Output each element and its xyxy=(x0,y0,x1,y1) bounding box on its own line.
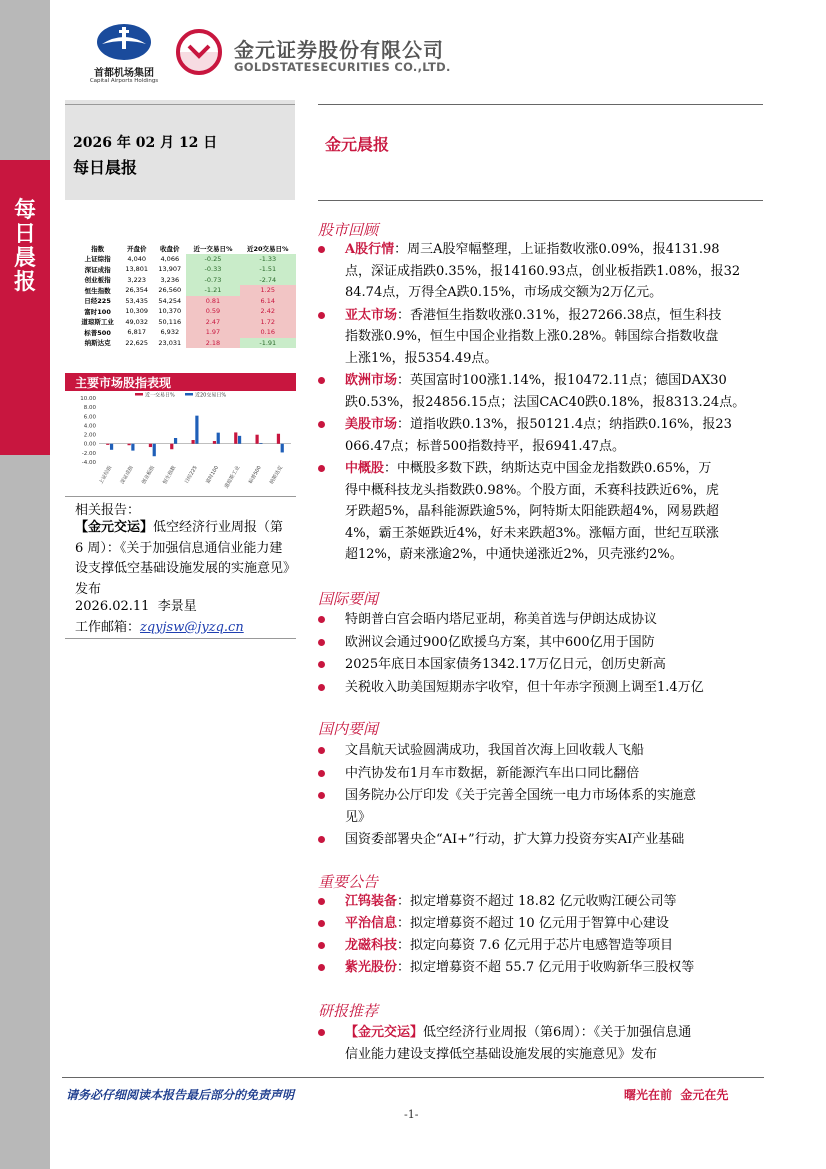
bar-1d xyxy=(128,444,131,446)
notice-company: 紫光股份 xyxy=(345,960,398,975)
main-heading-divider xyxy=(318,200,763,201)
list-item xyxy=(318,677,768,699)
bar-20d xyxy=(195,416,198,444)
table-header-cell: 收盘价 xyxy=(160,244,180,253)
notice-company: 龙磁科技 xyxy=(345,938,398,953)
bar-20d xyxy=(174,438,177,444)
open-cell: 4,040 xyxy=(127,254,146,263)
bullet-icon xyxy=(318,964,325,971)
close-cell: 13,907 xyxy=(158,265,182,274)
company-name-en: GOLDSTATESECURITIES CO.,LTD. xyxy=(234,60,451,74)
bar-20d xyxy=(110,444,113,450)
bullet-icon xyxy=(318,246,325,253)
header-divider-left xyxy=(65,104,295,105)
legend-label: 近20交易日% xyxy=(195,392,227,399)
email-label: 工作邮箱： xyxy=(75,620,141,635)
close-cell: 6,932 xyxy=(160,328,180,337)
change-1d-cell: 1.97 xyxy=(186,327,239,338)
change-20d-cell: -1.51 xyxy=(240,264,296,275)
market-review-list xyxy=(318,239,768,567)
index-name-cell: 上证综指 xyxy=(84,255,111,264)
change-1d-cell: -0.33 xyxy=(186,264,239,275)
list-item xyxy=(318,785,768,828)
bar-20d xyxy=(153,444,156,457)
change-1d-cell: 0.81 xyxy=(186,296,239,307)
notice-text: 拟定增募资不超过 18.82 亿元收购江硬公司等 xyxy=(410,894,677,909)
item-line: 周三A股窄幅整理，上证指数收涨0.09%，报4131.98 xyxy=(407,242,720,257)
item-label: 中概股 xyxy=(345,461,385,476)
table-row xyxy=(75,254,296,265)
change-20d-cell: -1.33 xyxy=(240,254,296,265)
related-report-tag: 【金元交运】 xyxy=(75,520,154,535)
item-sep: ： xyxy=(397,417,411,432)
index-name-cell: 标普500 xyxy=(84,328,111,337)
index-name-cell: 道琼斯工业 xyxy=(81,318,114,327)
change-1d-cell: -0.73 xyxy=(186,275,239,286)
list-item xyxy=(318,829,768,851)
open-cell: 26,354 xyxy=(125,286,149,295)
airport-logo-cn: 首都机场集团 xyxy=(94,68,154,79)
bullet-icon xyxy=(318,465,325,472)
item-sep: ： xyxy=(384,461,398,476)
item-line: 点，深证成指跌0.35%，报14160.93点，创业板指跌1.08%，报32 xyxy=(345,263,741,279)
email-link[interactable]: zqyjsw@jyzq.cn xyxy=(140,620,244,635)
bullet-icon xyxy=(318,836,325,843)
item-sep: ： xyxy=(397,916,411,931)
table-row xyxy=(75,275,296,286)
index-name-cell: 恒生指数 xyxy=(84,286,111,295)
bullet-icon xyxy=(318,898,325,905)
item-line: 上涨1%，报5354.49点。 xyxy=(345,350,498,366)
company-name-cn: 金元证券股份有限公司 xyxy=(234,38,444,62)
item-label: 亚太市场 xyxy=(345,307,398,323)
list-item xyxy=(318,370,768,413)
bar-20d xyxy=(281,444,284,453)
airport-logo-en: Capital Airports Holdings xyxy=(89,78,159,84)
list-item xyxy=(318,891,768,913)
bar-1d xyxy=(234,432,237,443)
bar-1d xyxy=(170,444,173,450)
x-category-label: 深证成指 xyxy=(119,465,135,486)
table-header-cell: 近20交易日% xyxy=(247,244,289,253)
item-sep: ： xyxy=(397,894,411,909)
item-line: 国资委部署央企“AI+”行动，扩大算力投资夯实AI产业基础 xyxy=(345,832,685,847)
table-header-cell: 近一交易日% xyxy=(193,244,233,253)
list-item xyxy=(318,654,768,676)
change-1d-cell: -1.21 xyxy=(186,285,239,296)
bullet-icon xyxy=(318,661,325,668)
item-sep: ： xyxy=(397,960,411,975)
item-line: 得中概科技龙头指数跌0.98%。个股方面，禾赛科技跌近6%，虎 xyxy=(345,482,719,498)
list-item xyxy=(318,239,768,304)
sidebar-vertical-label: 每日晨报 xyxy=(13,197,36,295)
research-line: 低空经济行业周报（第6周）：《关于加强信息通 xyxy=(423,1025,692,1040)
change-20d-cell: 1.72 xyxy=(240,317,296,328)
related-report xyxy=(75,518,293,600)
item-line: 见》 xyxy=(345,809,372,825)
item-line: 香港恒生指数收涨0.31%，报27266.38点，恒生科技 xyxy=(410,307,722,323)
table-row xyxy=(75,327,296,338)
list-item xyxy=(318,609,768,631)
x-category-label: 上证综指 xyxy=(98,465,114,486)
item-line: 特朗普白宫会晤内塔尼亚胡，称美首选与伊朗达成协议 xyxy=(345,612,658,627)
list-item xyxy=(318,1022,768,1065)
report-date: 2026 年 02 月 12 日 xyxy=(73,135,218,151)
item-line: 066.47点；标普500指数持平，报6941.47点。 xyxy=(345,438,626,454)
list-item xyxy=(318,763,768,785)
change-1d-cell: 0.59 xyxy=(186,306,239,317)
open-cell: 10,309 xyxy=(125,307,149,316)
bar-20d xyxy=(238,436,241,444)
close-cell: 3,236 xyxy=(160,275,180,284)
item-line: 指数涨0.9%，恒生中国企业指数上涨0.28%。韩国综合指数收盘 xyxy=(345,329,719,344)
email-row xyxy=(75,616,244,635)
item-line: 欧洲议会通过900亿欧援乌方案，其中600亿用于国防 xyxy=(345,634,655,650)
item-line: 超12%，蔚来涨逾2%，中通快递涨近2%，贝壳涨约2%。 xyxy=(345,547,683,562)
item-label: 欧洲市场 xyxy=(345,373,398,388)
x-category-label: 恒生指数 xyxy=(162,465,178,486)
intl-news-list xyxy=(318,609,768,699)
x-category-label: 标普500 xyxy=(247,465,263,485)
bar-20d xyxy=(217,433,220,444)
change-20d-cell: -1.91 xyxy=(240,338,296,349)
y-tick-label: -2.00 xyxy=(81,450,96,457)
airport-logo xyxy=(88,22,160,92)
close-cell: 54,254 xyxy=(158,296,182,305)
list-item xyxy=(318,458,768,566)
item-line: 关税收入助美国短期赤字收窄，但十年赤字预测上调至1.4万亿 xyxy=(345,679,704,695)
bullet-icon xyxy=(318,747,325,754)
bullet-icon xyxy=(318,639,325,646)
y-tick-label: 8.00 xyxy=(83,405,96,412)
open-cell: 3,223 xyxy=(127,275,146,284)
doc-title: 每日晨报 xyxy=(73,158,138,177)
bullet-icon xyxy=(318,616,325,623)
bullet-icon xyxy=(318,942,325,949)
open-cell: 53,435 xyxy=(125,296,149,305)
notice-text: 拟定增募资不超 55.7 亿元用于收购新华三股权等 xyxy=(410,960,695,975)
section-title-notices: 重要公告 xyxy=(318,873,379,891)
table-row xyxy=(75,317,296,328)
y-tick-label: 4.00 xyxy=(83,423,96,430)
change-20d-cell: 6.14 xyxy=(240,296,296,307)
close-cell: 4,066 xyxy=(160,254,180,263)
bar-1d xyxy=(106,444,109,445)
table-header-cell: 指数 xyxy=(91,244,105,253)
goldstate-logo-icon xyxy=(175,28,223,76)
change-20d-cell: 0.16 xyxy=(240,327,296,338)
item-sep: ： xyxy=(397,373,411,388)
footer-disclaimer: 请务必仔细阅读本报告最后部分的免责声明 xyxy=(66,1088,295,1102)
item-line: 2025年底日本国家债务1342.17万亿日元，创历史新高 xyxy=(345,657,666,672)
research-list xyxy=(318,1022,768,1065)
index-name-cell: 富时100 xyxy=(84,307,111,316)
open-cell: 49,032 xyxy=(125,317,149,326)
item-line: 文昌航天试验圆满成功，我国首次海上回收载人飞船 xyxy=(345,743,645,758)
bullet-icon xyxy=(318,920,325,927)
bullet-icon xyxy=(318,1029,325,1036)
item-sep: ： xyxy=(397,938,411,953)
market-index-table xyxy=(75,243,296,348)
section-title-market: 股市回顾 xyxy=(318,221,379,239)
item-label: 美股市场 xyxy=(345,417,398,432)
close-cell: 26,560 xyxy=(158,286,182,295)
bar-20d xyxy=(131,444,134,451)
main-heading: 金元晨报 xyxy=(325,135,390,154)
related-report-text: 低空经济行业周报（第 6 周）：《关于加强信息通信业能力建设支撑低空基础设施发展的实施意见》发布 xyxy=(75,520,290,597)
notice-text: 拟定增募资不超过 10 亿元用于智算中心建设 xyxy=(410,916,669,931)
notices-list xyxy=(318,891,768,979)
item-line: 中概股多数下跌，纳斯达克中国金龙指数跌0.65%，万 xyxy=(397,461,712,476)
close-cell: 50,116 xyxy=(158,317,182,326)
list-item xyxy=(318,305,768,370)
index-name-cell: 纳斯达克 xyxy=(84,339,111,348)
notice-company: 平治信息 xyxy=(345,916,398,931)
table-body xyxy=(75,254,296,349)
list-item xyxy=(318,740,768,762)
bullet-icon xyxy=(318,770,325,777)
item-line: 道指收跌0.13%，报50121.4点；纳指跌0.16%，报23 xyxy=(410,417,732,432)
research-tag: 【金元交运】 xyxy=(345,1025,424,1040)
y-tick-label: 10.00 xyxy=(80,396,96,402)
open-cell: 13,801 xyxy=(125,265,149,274)
table-row xyxy=(75,285,296,296)
bullet-icon xyxy=(318,421,325,428)
item-line: 4%，霸王茶姬跌近4%，好未来跌超3%。涨幅方面，世纪互联涨 xyxy=(345,525,719,541)
item-sep: ： xyxy=(397,307,411,323)
airport-logo-icon xyxy=(88,22,160,62)
list-item xyxy=(318,935,768,957)
y-tick-label: 0.00 xyxy=(83,441,96,448)
research-line: 信业能力建设支撑低空基础设施发展的实施意见》发布 xyxy=(345,1046,658,1062)
x-category-label: 日经225 xyxy=(183,465,199,485)
left-divider xyxy=(65,496,296,497)
footer-divider xyxy=(62,1077,764,1078)
notice-company: 江钨装备 xyxy=(345,894,398,909)
page-number: -1- xyxy=(404,1108,419,1121)
bar-1d xyxy=(256,435,259,444)
item-line: 国务院办公厅印发《关于完善全国统一电力市场体系的实施意 xyxy=(345,788,697,803)
market-bar-chart xyxy=(65,392,296,494)
close-cell: 23,031 xyxy=(158,338,182,347)
related-label: 相关报告： xyxy=(75,503,141,518)
x-category-label: 道琼斯工业 xyxy=(223,465,242,490)
item-sep: ： xyxy=(394,242,408,257)
legend-swatch xyxy=(185,393,193,396)
table-header-cell: 开盘价 xyxy=(126,244,147,253)
table-row xyxy=(75,296,296,307)
list-item xyxy=(318,957,768,979)
header-divider-right xyxy=(318,104,763,105)
y-tick-label: 6.00 xyxy=(83,414,96,421)
item-line: 中汽协发布1月车市数据，新能源汽车出口同比翻倍 xyxy=(345,765,640,781)
change-20d-cell: 1.25 xyxy=(240,285,296,296)
section-title-intl: 国际要闻 xyxy=(318,590,379,608)
x-category-label: 富时100 xyxy=(205,465,221,485)
chart-heading: 主要市场股指表现 xyxy=(75,376,172,390)
change-1d-cell: 2.18 xyxy=(186,338,239,349)
bullet-icon xyxy=(318,377,325,384)
change-1d-cell: -0.25 xyxy=(186,254,239,265)
bar-20d xyxy=(259,443,262,444)
x-category-label: 纳斯达克 xyxy=(268,465,285,486)
change-20d-cell: 2.42 xyxy=(240,306,296,317)
list-item xyxy=(318,632,768,654)
notice-text: 拟定向募资 7.6 亿元用于芯片电感智造等项目 xyxy=(410,938,673,953)
domestic-news-list xyxy=(318,740,768,852)
item-line: 跌0.53%，报24856.15点；法国CAC40跌0.18%，报8313.24点。 xyxy=(345,394,746,410)
bar-1d xyxy=(192,440,195,444)
list-item xyxy=(318,414,768,457)
change-20d-cell: -2.74 xyxy=(240,275,296,286)
index-name-cell: 日经225 xyxy=(84,297,111,306)
item-line: 84.74点，万得全A跌0.15%，市场成交额为2万亿元。 xyxy=(345,285,663,300)
y-tick-label: -4.00 xyxy=(81,460,96,466)
bar-1d xyxy=(149,444,152,447)
legend-label: 近一交易日% xyxy=(145,392,175,399)
footer-slogan: 曙光在前 金元在先 xyxy=(624,1088,729,1102)
item-label: A股行情 xyxy=(345,242,395,257)
list-item xyxy=(318,913,768,935)
table-header-row xyxy=(75,243,296,254)
bar-1d xyxy=(277,434,280,444)
section-title-research: 研报推荐 xyxy=(318,1002,379,1020)
bullet-icon xyxy=(318,312,325,319)
item-line: 英国富时100涨1.14%，报10472.11点；德国DAX30 xyxy=(410,373,727,388)
table-row xyxy=(75,264,296,275)
bullet-icon xyxy=(318,792,325,799)
section-title-domestic: 国内要闻 xyxy=(318,720,379,738)
bar-1d xyxy=(213,441,216,444)
index-name-cell: 创业板指 xyxy=(84,276,111,285)
close-cell: 10,370 xyxy=(158,307,182,316)
related-date-author: 2026.02.11 李景星 xyxy=(75,599,197,614)
table-row xyxy=(75,306,296,317)
open-cell: 22,625 xyxy=(125,338,149,347)
open-cell: 6,817 xyxy=(127,328,146,337)
bullet-icon xyxy=(318,684,325,691)
table-row xyxy=(75,338,296,349)
item-line: 牙跌超5%，晶科能源跌逾5%，阿特斯太阳能跌超4%，网易跌超 xyxy=(345,504,719,519)
change-1d-cell: 2.47 xyxy=(186,317,239,328)
x-category-label: 创业板指 xyxy=(140,465,157,486)
y-tick-label: 2.00 xyxy=(83,432,96,439)
index-name-cell: 深证成指 xyxy=(84,265,111,274)
left-bottom-divider xyxy=(65,638,296,639)
legend-swatch xyxy=(135,393,143,396)
